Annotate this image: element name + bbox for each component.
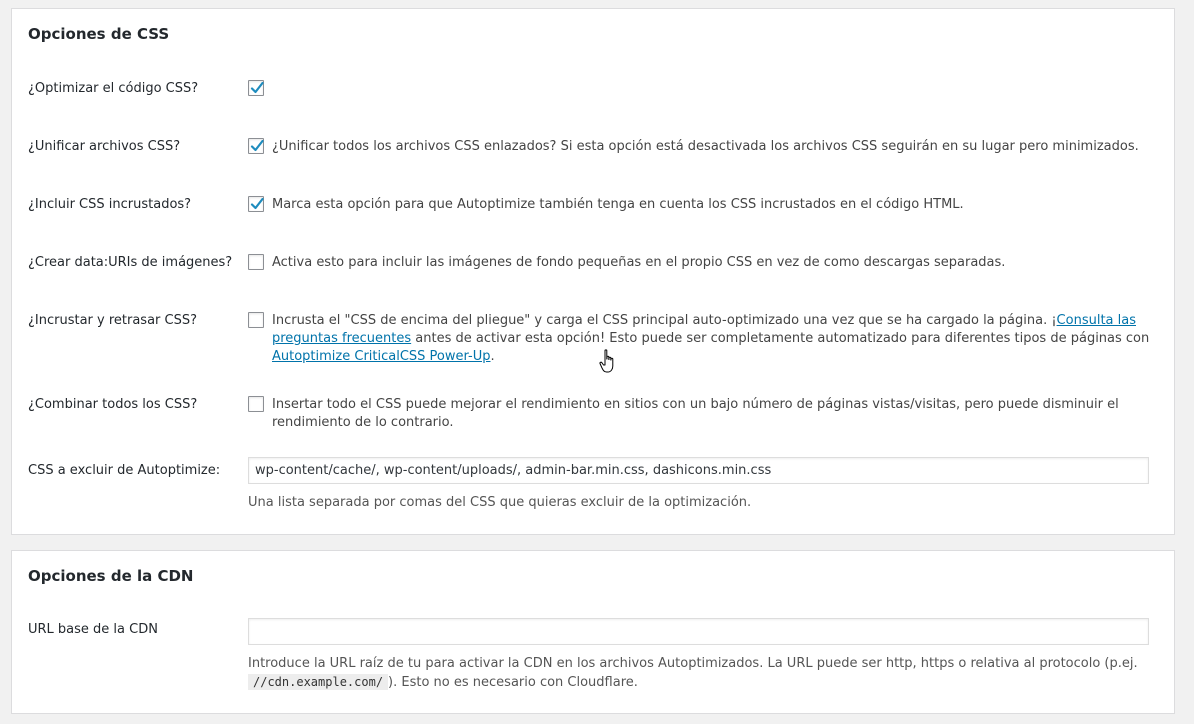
checkmark-icon bbox=[248, 79, 266, 97]
criticalcss-powerup-link[interactable]: Autoptimize CriticalCSS Power-Up bbox=[272, 349, 491, 364]
desc-defer-text-2: antes de activar esta opción! Esto puede ser completamente automatizado para diferentes tipos de páginas con bbox=[411, 331, 1150, 346]
checkbox-datauris[interactable] bbox=[248, 254, 264, 270]
desc-include-inline-css: Marca esta opción para que Autoptimize también tenga en cuenta los CSS incrustados en el código HTML. bbox=[272, 197, 964, 212]
help-cdn-text-1: Introduce la URL raíz de tu para activar la CDN en los archivos Autoptimizados. La URL puede ser http, https o relativa al protocolo (p.ej. bbox=[248, 656, 1138, 671]
label-inline-all-css: ¿Combinar todos los CSS? bbox=[28, 397, 198, 412]
label-optimize-css: ¿Optimizar el código CSS? bbox=[28, 81, 199, 96]
desc-defer-text-1: Incrusta el "CSS de encima del pliegue" y carga el CSS principal auto-optimizado una vez que se ha cargado la página. ¡ bbox=[272, 313, 1057, 328]
checkbox-defer-css[interactable] bbox=[248, 312, 264, 328]
desc-aggregate-css: ¿Unificar todos los archivos CSS enlazados? Si esta opción está desactivada los archivos CSS seguirán en su lugar pero minimizados. bbox=[272, 139, 1139, 154]
checkbox-inline-all-css[interactable] bbox=[248, 396, 264, 412]
cdn-url-input[interactable] bbox=[248, 618, 1149, 645]
panel-title-cdn: Opciones de la CDN bbox=[28, 567, 194, 585]
desc-datauris: Activa esto para incluir las imágenes de fondo pequeñas en el propio CSS en vez de como descargas separadas. bbox=[272, 255, 1006, 270]
checkbox-aggregate-css[interactable] bbox=[248, 138, 264, 154]
label-datauris: ¿Crear data:URIs de imágenes? bbox=[28, 255, 233, 270]
checkmark-icon bbox=[248, 137, 266, 155]
exclude-css-input[interactable]: wp-content/cache/, wp-content/uploads/, admin-bar.min.css, dashicons.min.css bbox=[248, 457, 1149, 484]
label-exclude-css: CSS a excluir de Autoptimize: bbox=[28, 463, 221, 478]
desc-inline-all-css: Insertar todo el CSS puede mejorar el rendimiento en sitios con un bajo número de páginas vistas/visitas, pero puede disminuir el rendimiento de lo contrario. bbox=[272, 397, 1119, 430]
desc-defer-css bbox=[272, 312, 1158, 366]
desc-defer-text-3: . bbox=[490, 349, 495, 364]
checkmark-icon bbox=[248, 195, 266, 213]
faq-link[interactable]: Consulta las preguntas frecuentes bbox=[272, 313, 1136, 346]
help-exclude-css: Una lista separada por comas del CSS que quieras excluir de la optimización. bbox=[248, 495, 752, 510]
hand-pointer-icon bbox=[599, 349, 619, 375]
cdn-example-code: //cdn.example.com/ bbox=[248, 674, 388, 690]
checkbox-optimize-css[interactable] bbox=[248, 80, 264, 96]
label-aggregate-css: ¿Unificar archivos CSS? bbox=[28, 139, 181, 154]
panel-title-css: Opciones de CSS bbox=[28, 25, 170, 43]
css-options-panel bbox=[11, 8, 1175, 535]
cdn-options-panel bbox=[11, 550, 1175, 714]
help-cdn-text-2: ). Esto no es necesario con Cloudflare. bbox=[388, 675, 638, 690]
checkbox-include-inline-css[interactable] bbox=[248, 196, 264, 212]
label-include-inline-css: ¿Incluir CSS incrustados? bbox=[28, 197, 192, 212]
help-cdn-url bbox=[248, 655, 1158, 692]
label-cdn-url: URL base de la CDN bbox=[28, 622, 158, 637]
label-defer-css: ¿Incrustar y retrasar CSS? bbox=[28, 313, 198, 328]
